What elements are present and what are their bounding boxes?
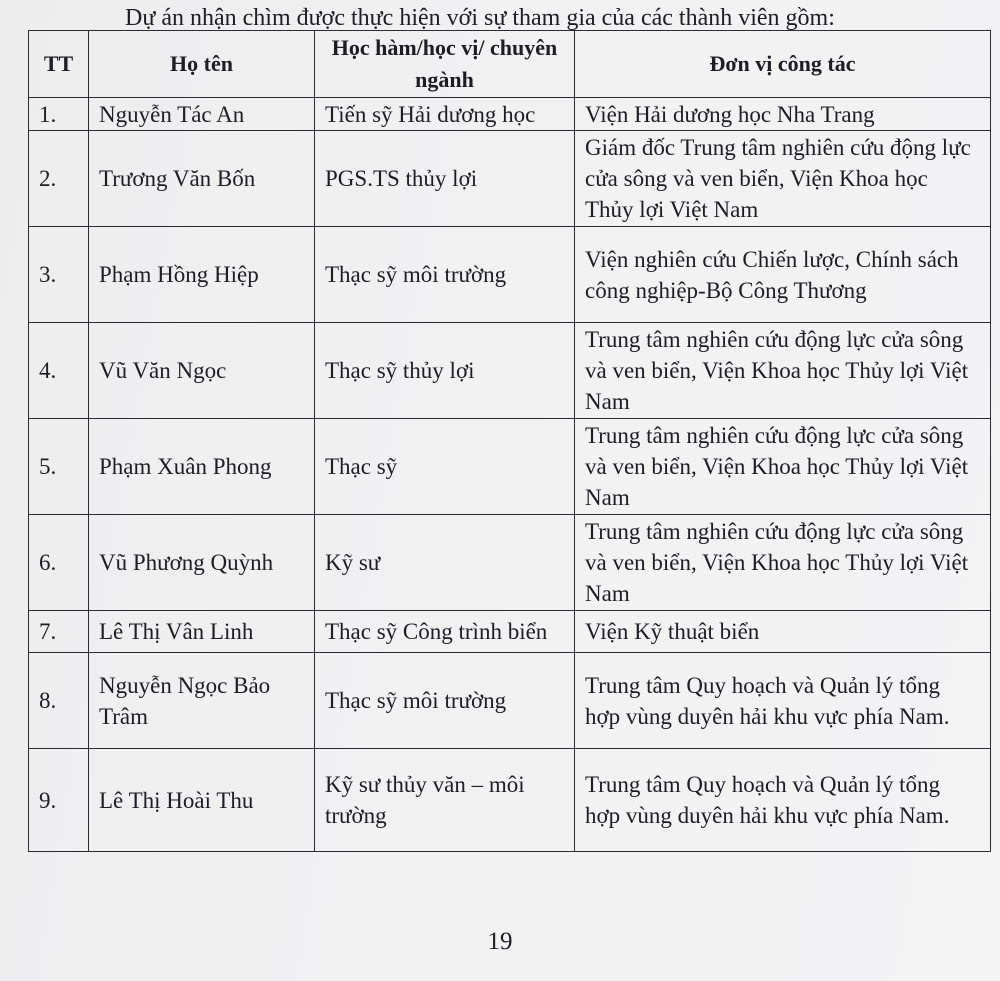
row-number: 9. [29, 749, 89, 852]
member-name: Lê Thị Vân Linh [89, 611, 315, 653]
table-row [29, 749, 991, 852]
table-row [29, 227, 991, 323]
member-degree: Kỹ sư thủy văn – môi trường [315, 749, 575, 852]
member-unit: Viện nghiên cứu Chiến lược, Chính sách công nghiệp-Bộ Công Thương [575, 227, 991, 323]
table-row [29, 131, 991, 227]
row-number: 1. [29, 98, 89, 131]
table-row [29, 323, 991, 419]
member-name: Vũ Văn Ngọc [89, 323, 315, 419]
table-row [29, 419, 991, 515]
member-unit: Trung tâm Quy hoạch và Quản lý tổng hợp vùng duyên hải khu vực phía Nam. [575, 749, 991, 852]
intro-text: Dự án nhận chìm được thực hiện với sự tham gia của các thành viên gồm: [125, 5, 835, 31]
table-row [29, 653, 991, 749]
table-header-row [29, 31, 991, 98]
row-number: 5. [29, 419, 89, 515]
member-degree: Thạc sỹ môi trường [315, 227, 575, 323]
table-row [29, 515, 991, 611]
row-number: 4. [29, 323, 89, 419]
member-unit: Trung tâm Quy hoạch và Quản lý tổng hợp vùng duyên hải khu vực phía Nam. [575, 653, 991, 749]
members-table [28, 30, 991, 852]
member-unit: Trung tâm nghiên cứu động lực cửa sông và ven biển, Viện Khoa học Thủy lợi Việt Nam [575, 419, 991, 515]
header-name: Họ tên [89, 31, 315, 98]
row-number: 7. [29, 611, 89, 653]
member-degree: PGS.TS thủy lợi [315, 131, 575, 227]
member-name: Nguyễn Ngọc Bảo Trâm [89, 653, 315, 749]
member-name: Nguyễn Tác An [89, 98, 315, 131]
table-row [29, 611, 991, 653]
member-unit: Viện Hải dương học Nha Trang [575, 98, 991, 131]
row-number: 6. [29, 515, 89, 611]
member-unit: Trung tâm nghiên cứu động lực cửa sông và ven biển, Viện Khoa học Thủy lợi Việt Nam [575, 323, 991, 419]
member-degree: Kỹ sư [315, 515, 575, 611]
row-number: 8. [29, 653, 89, 749]
member-name: Trương Văn Bốn [89, 131, 315, 227]
header-degree: Học hàm/học vị/ chuyên ngành [315, 31, 575, 98]
member-unit: Giám đốc Trung tâm nghiên cứu động lực cửa sông và ven biển, Viện Khoa học Thủy lợi Việt Nam [575, 131, 991, 227]
row-number: 2. [29, 131, 89, 227]
header-tt: TT [29, 31, 89, 98]
member-degree: Thạc sỹ thủy lợi [315, 323, 575, 419]
table-row [29, 98, 991, 131]
row-number: 3. [29, 227, 89, 323]
member-degree: Tiến sỹ Hải dương học [315, 98, 575, 131]
member-name: Phạm Hồng Hiệp [89, 227, 315, 323]
member-degree: Thạc sỹ Công trình biển [315, 611, 575, 653]
header-unit: Đơn vị công tác [575, 31, 991, 98]
member-name: Phạm Xuân Phong [89, 419, 315, 515]
member-unit: Trung tâm nghiên cứu động lực cửa sông và ven biển, Viện Khoa học Thủy lợi Việt Nam [575, 515, 991, 611]
page-number: 19 [487, 928, 513, 955]
member-unit: Viện Kỹ thuật biển [575, 611, 991, 653]
member-name: Lê Thị Hoài Thu [89, 749, 315, 852]
member-degree: Thạc sỹ môi trường [315, 653, 575, 749]
member-name: Vũ Phương Quỳnh [89, 515, 315, 611]
member-degree: Thạc sỹ [315, 419, 575, 515]
